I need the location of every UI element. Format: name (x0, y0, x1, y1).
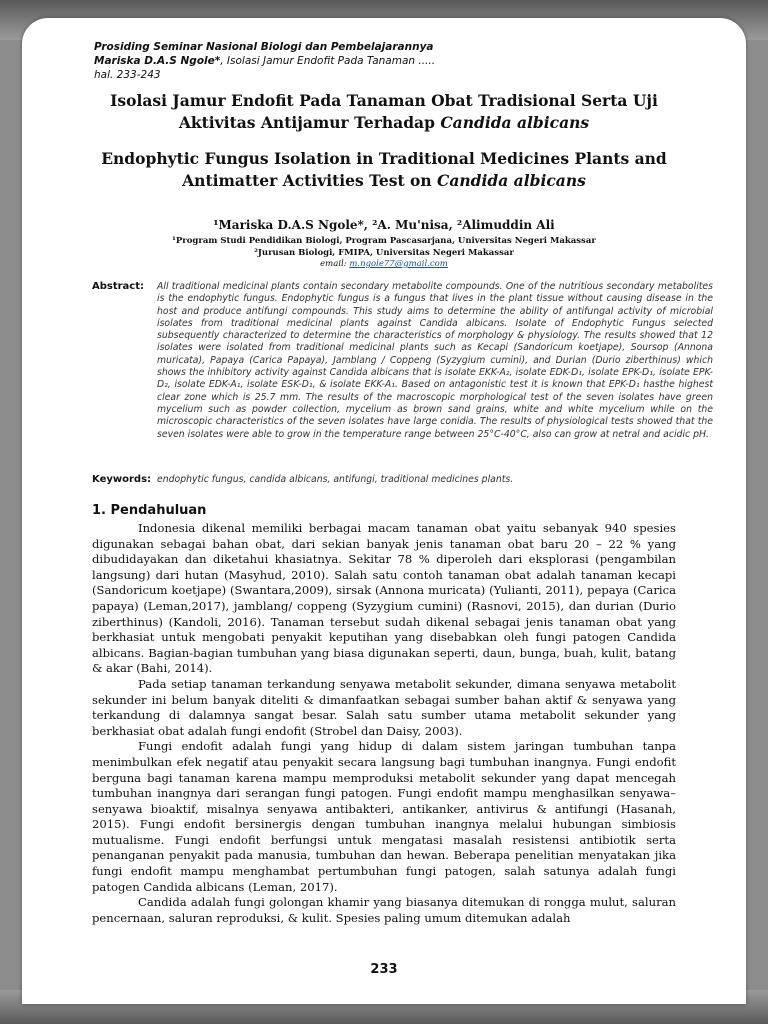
section-heading: 1. Pendahuluan (92, 503, 207, 518)
document-page (22, 18, 746, 1004)
title-en-line1: Endophytic Fungus Isolation in Traditional Medicines Plants and (101, 149, 667, 168)
title-english (62, 148, 706, 192)
title-en-species: Candida albicans (437, 171, 586, 190)
author-list: ¹Mariska D.A.S Ngole*, ²A. Mu'nisa, ²Alimuddin Ali (213, 218, 555, 232)
email-line (62, 259, 706, 269)
page-number: 233 (370, 962, 398, 977)
keywords-label: Keywords: (92, 474, 152, 485)
title-id-line2-text: Aktivitas Antijamur Terhadap (178, 113, 441, 132)
abstract-label: Abstract: (92, 281, 145, 292)
title-indonesian (62, 90, 706, 134)
header-citation (94, 54, 654, 68)
email-link[interactable]: m.ngole77@gmail.com (349, 259, 448, 269)
title-id-species: Candida albicans (440, 113, 590, 132)
header-author: Mariska D.A.S Ngole* (94, 55, 221, 67)
title-id-line2 (62, 112, 706, 134)
keywords-text: endophytic fungus, candida albicans, antifungi, traditional medicines plants. (157, 474, 514, 485)
header-short-title: , Isolasi Jamur Endofit Pada Tanaman ..... (220, 55, 436, 67)
email-label: email: (320, 259, 350, 269)
affiliation-1: ¹Program Studi Pendidikan Biologi, Program Pascasarjana, Universitas Negeri Makassar (172, 236, 596, 246)
paragraph-3: Fungi endofit adalah fungi yang hidup di dalam sistem jaringan tumbuhan tanpa menimbulkan efek negatif atau penyakit secara langsung bagi tumbuhan inangnya. Fungi endofit berguna bagi tanaman karena mampu memproduksi metabolit sekunder yang dapat mencegah tumbuhan inangnya dari serangan fungi patogen. Fungi endofit mampu menghasilkan senyawa–senyawa bioaktif, misalnya senyawa antibakteri, antikanker, antivirus & antifungi (Hasanah, 2015). Fungi endofit bersinergis dengan tumbuhan inangnya melalui hubungan simbiosis mutualisme. Fungi endofit berfungsi untuk mengatasi masalah resistensi antibiotik serta penanganan penyakit pada manusia, tumbuhan dan hewan. Beberapa penelitian menyatakan jika fungi endofit mampu menghambat pertumbuhan fungi patogen, salah satunya adalah fungi patogen Candida albicans (Leman, 2017). (92, 739, 676, 894)
header-pages: hal. 233-243 (94, 69, 161, 81)
body-text (92, 521, 676, 926)
abstract-text: All traditional medicinal plants contain secondary metabolite compounds. One of the nutritious secondary metabolites is the endophytic fungus. Endophytic fungus is a fungus that lives in the plant tissue without causing disease in the host and produce antifungi compounds. This study aims to determine the ability of antifungal activity of microbial isolates from traditional medicinal plants against Candida albicans. Isolate of Endophytic Fungus selected subsequently characterized to determine the characteristics of morphology & physiology. The results showed that 12 isolates were isolated from traditional medicinal plants such as Kecapi (Sandoricum koetjape), Soursop (Annona muricata), Papaya (Carica Papaya), Jamblang / Coppeng (Syzygium cumini), and Durian (Durio ziberthinus) which shows the inhibitory activity against Candida albicans that is isolate EKK-A₂, isolate EDK-D₁, isolate EPK-D₁, isolate EPK-D₂, isolate EDK-A₁, isolate ESK-D₁, & isolate EKK-A₁. Based on antagonistic test it is known that EPK-D₁ hasthe highest clear zone which is 25.7 mm. The results of the macroscopic morphological test of the seven isolates have green mycelium such as powder collection, mycelium as brown sand grains, white and white mycelium while on the microscopic characteristics of the seven isolates have large conidia. The results of physiological tests showed that the seven isolates were able to grow in the temperature range between 25°C-40°C, also can grow at netral and acidic pH. (157, 281, 713, 440)
header-proceedings: Prosiding Seminar Nasional Biologi dan Pembelajarannya (94, 41, 434, 53)
affiliation-2: ²Jurusan Biologi, FMIPA, Universitas Negeri Makassar (254, 248, 514, 258)
paragraph-1: Indonesia dikenal memiliki berbagai macam tanaman obat yaitu sebanyak 940 spesies digunakan sebagai bahan obat, dari sekian banyak jenis tanaman obat baru 20 – 22 % yang dibudidayakan dan diketahui khasiatnya. Sekitar 78 % diperoleh dari eksplorasi (pengambilan langsung) dari hutan (Masyhud, 2010). Salah satu contoh tanaman obat adalah tanaman kecapi (Sandoricum koetjape) (Swantara,2009), sirsak (Annona muricata) (Yulianti, 2011), pepaya (Carica papaya) (Leman,2017), jamblang/ coppeng (Syzygium cumini) (Rasnovi, 2015), dan durian (Durio ziberthinus) (Kandoli, 2016). Tanaman tersebut sudah dikenal sebagai jenis tanaman obat yang berkhasiat untuk mengobati penyakit keputihan yang disebabkan oleh fungi patogen Candida albicans. Bagian-bagian tumbuhan yang biasa digunakan seperti, daun, bunga, buah, kulit, batang & akar (Bahi, 2014). (92, 521, 676, 676)
title-en-line2-text: Antimatter Activities Test on (182, 171, 438, 190)
running-header (94, 40, 654, 82)
title-id-line1: Isolasi Jamur Endofit Pada Tanaman Obat Tradisional Serta Uji (110, 91, 658, 110)
paragraph-2: Pada setiap tanaman terkandung senyawa metabolit sekunder, dimana senyawa metabolit sekunder ini belum banyak diteliti & dimanfaatkan sebagai sumber bahan aktif & senyawa yang terkandung di dalamnya sangat besar. Salah satu sumber utama metabolit sekunder yang berkhasiat obat adalah fungi endofit (Strobel dan Daisy, 2003). (92, 676, 676, 738)
title-en-line2 (62, 170, 706, 192)
paragraph-4: Candida adalah fungi golongan khamir yang biasanya ditemukan di rongga mulut, saluran pencernaan, saluran reproduksi, & kulit. Spesies paling umum ditemukan adalah (92, 895, 676, 925)
